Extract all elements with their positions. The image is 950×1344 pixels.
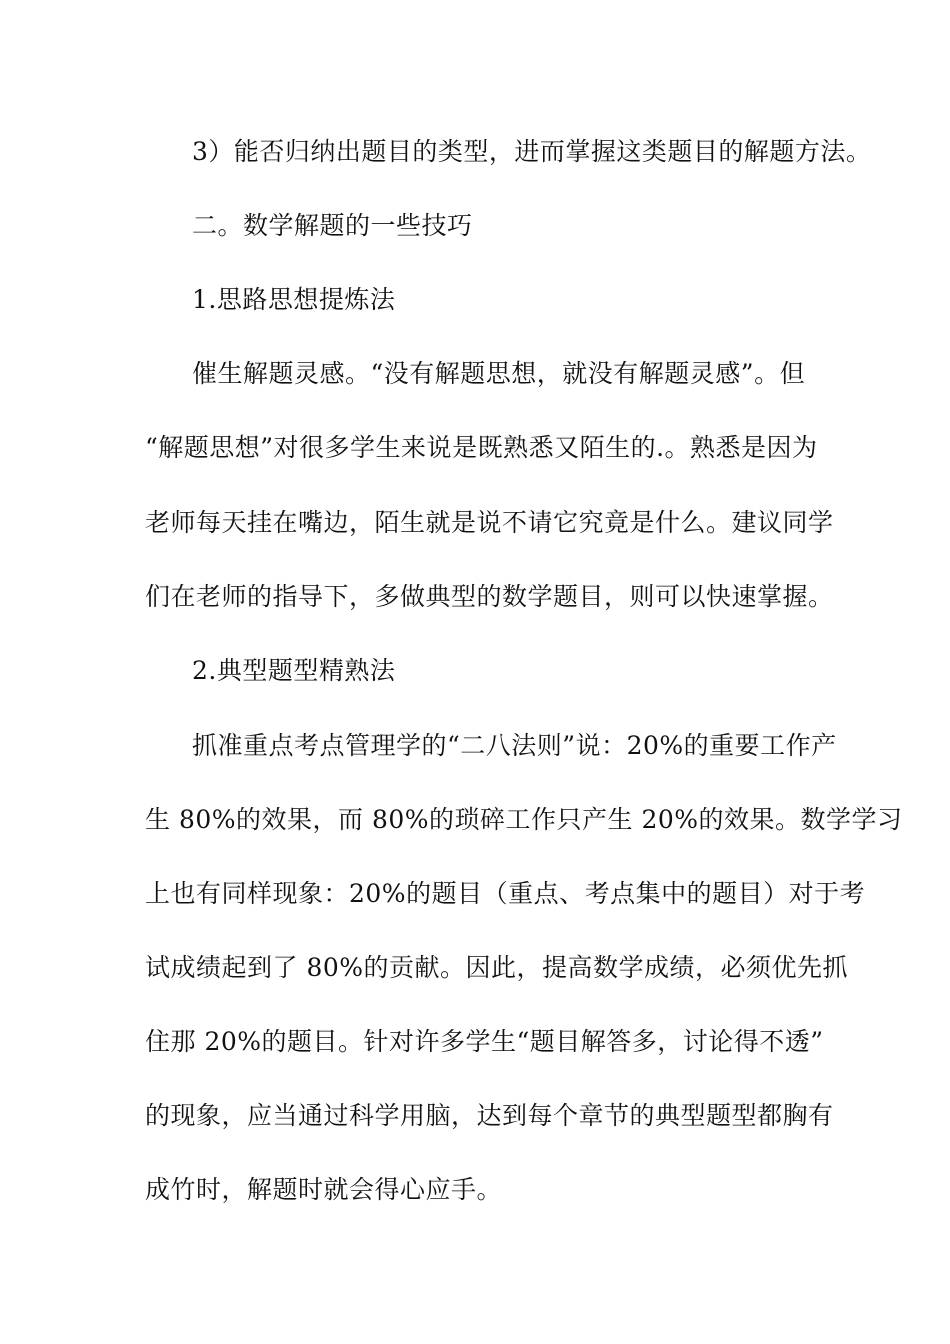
paragraph-line: 老师每天挂在嘴边，陌生就是说不请它究竟是什么。建议同学 [145, 508, 834, 537]
paragraph-line: “解题思想”对很多学生来说是既熟悉又陌生的.。熟悉是因为 [145, 433, 818, 462]
section-heading: 二。数学解题的一些技巧 [192, 211, 473, 240]
subheading-method-2: 2.典型题型精熟法 [192, 656, 396, 685]
paragraph-line: 催生解题灵感。“没有解题思想，就没有解题灵感”。但 [192, 359, 806, 388]
list-item-3: 3）能否归纳出题目的类型，进而掌握这类题目的解题方法。 [192, 137, 872, 166]
paragraph-line: 生 80%的效果，而 80%的琐碎工作只产生 20%的效果。数学学习 [145, 805, 903, 834]
paragraph-line: 住那 20%的题目。针对许多学生“题目解答多，讨论得不透” [145, 1027, 824, 1056]
paragraph-line: 上也有同样现象：20%的题目（重点、考点集中的题目）对于考 [145, 879, 866, 908]
paragraph-line: 成竹时，解题时就会得心应手。 [145, 1175, 503, 1204]
paragraph-line: 试成绩起到了 80%的贡献。因此，提高数学成绩，必须优先抓 [145, 953, 849, 982]
paragraph-line: 们在老师的指导下，多做典型的数学题目，则可以快速掌握。 [145, 582, 834, 611]
subheading-method-1: 1.思路思想提炼法 [192, 285, 396, 314]
paragraph-line: 的现象，应当通过科学用脑，达到每个章节的典型题型都胸有 [145, 1101, 834, 1130]
paragraph-line: 抓准重点考点管理学的“二八法则”说：20%的重要工作产 [192, 731, 837, 760]
